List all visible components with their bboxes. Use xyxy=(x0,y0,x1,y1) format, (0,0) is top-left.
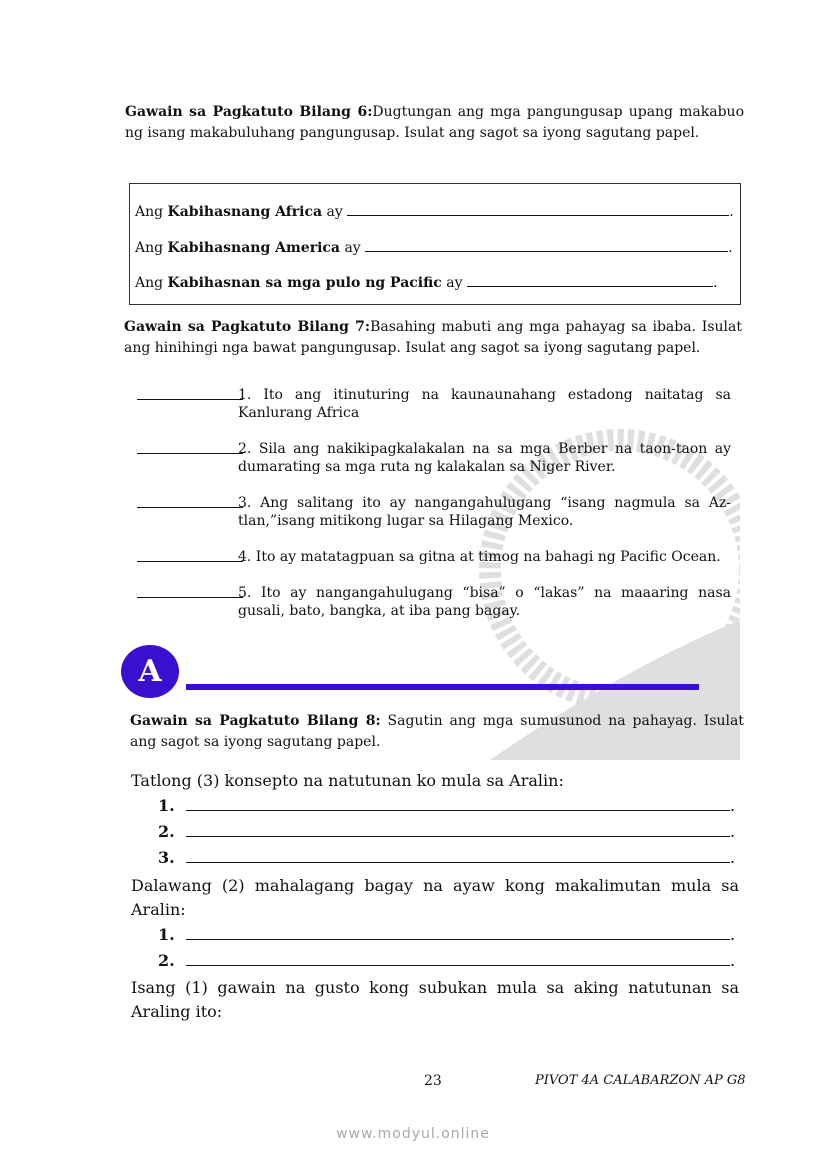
period: . xyxy=(730,796,736,815)
page-number: 23 xyxy=(424,1073,442,1089)
site-watermark: www.modyul.online xyxy=(336,1126,490,1142)
activity-8-text: Sagutin ang mga sumusunod na pahayag. Isulat ang sagot sa iyong sagutang papel. xyxy=(130,713,744,750)
period: . xyxy=(730,848,736,867)
suffix: ay xyxy=(340,240,366,256)
sentence-america xyxy=(135,239,733,256)
section-divider xyxy=(186,684,699,690)
number: 2. xyxy=(158,951,175,970)
suffix: ay xyxy=(441,275,467,291)
activity-6-title: Gawain sa Pagkatuto Bilang 6: xyxy=(125,104,373,120)
number: 1. xyxy=(158,796,175,815)
answer-blank[interactable] xyxy=(347,203,729,216)
section-letter: A xyxy=(138,654,162,689)
prefix: Ang xyxy=(135,240,168,256)
answer-line[interactable] xyxy=(158,796,735,815)
number: 3. xyxy=(158,848,175,867)
list-item xyxy=(137,494,731,530)
period: . xyxy=(730,925,736,944)
list-item xyxy=(137,386,731,422)
list-item xyxy=(137,440,731,476)
answer-blank[interactable] xyxy=(137,386,243,400)
subject: Kabihasnan sa mga pulo ng Pacific xyxy=(167,275,442,291)
period: . xyxy=(712,275,718,291)
number: 2. xyxy=(158,822,175,841)
activity-8-title: Gawain sa Pagkatuto Bilang 8: xyxy=(130,713,381,729)
answer-line[interactable] xyxy=(158,951,735,970)
answer-blank[interactable] xyxy=(137,584,243,598)
sentence-pacific xyxy=(135,274,717,291)
answer-line[interactable] xyxy=(158,925,735,944)
item-text: 4. Ito ay matatagpuan sa gitna at timog na bahagi ng Pacific Ocean. xyxy=(238,549,721,565)
section-a-badge xyxy=(121,645,179,698)
answer-blank[interactable] xyxy=(365,239,728,252)
answer-blank[interactable] xyxy=(137,548,243,562)
question-1: Tatlong (3) konsepto na natutunan ko mula sa Aralin: xyxy=(131,771,564,790)
answer-blank[interactable] xyxy=(137,440,243,454)
period: . xyxy=(730,951,736,970)
activity-6-instructions xyxy=(125,102,744,144)
footer-label: PIVOT 4A CALABARZON AP G8 xyxy=(535,1073,746,1088)
subject: Kabihasnang America xyxy=(167,240,340,256)
activity-6-box xyxy=(129,183,741,305)
suffix: ay xyxy=(322,204,348,220)
activity-6-text: Dugtungan ang mga pangungusap upang makabuo ng isang makabuluhang pangungusap. Isulat ang sagot sa iyong sagutang papel. xyxy=(125,104,744,141)
number: 1. xyxy=(158,925,175,944)
item-text: 5. Ito ay nangangahulugang “bisa” o “lakas” na maaaring nasa gusali, bato, bangka, at iba pang bagay. xyxy=(238,585,731,619)
prefix: Ang xyxy=(135,275,168,291)
list-item xyxy=(137,548,731,566)
answer-line[interactable] xyxy=(158,848,735,867)
item-text: 1. Ito ang itinuturing na kaunaunahang estadong naitatag sa Kanlurang Africa xyxy=(238,387,731,421)
question-3: Isang (1) gawain na gusto kong subukan mula sa aking natutunan sa Araling ito: xyxy=(131,978,739,1021)
activity-8-instructions xyxy=(130,711,744,753)
prefix: Ang xyxy=(135,204,168,220)
period: . xyxy=(729,204,734,220)
subject: Kabihasnang Africa xyxy=(167,204,323,220)
period: . xyxy=(730,822,736,841)
list-item xyxy=(137,584,731,620)
answer-blank[interactable] xyxy=(467,274,713,287)
period: . xyxy=(728,240,733,256)
answer-line[interactable] xyxy=(158,822,735,841)
sentence-africa xyxy=(135,203,734,220)
activity-7-text: Basahing mabuti ang mga pahayag sa ibaba. Isulat ang hinihingi nga bawat pangungusap. Isulat ang sagot sa iyong sagutang papel. xyxy=(124,319,742,356)
question-2: Dalawang (2) mahalagang bagay na ayaw kong makalimutan mula sa Aralin: xyxy=(131,876,739,919)
answer-blank[interactable] xyxy=(137,494,243,508)
activity-7-instructions xyxy=(124,317,742,359)
activity-7-title: Gawain sa Pagkatuto Bilang 7: xyxy=(124,319,371,335)
item-text: 2. Sila ang nakikipagkalakalan na sa mga Berber na taon-taon ay dumarating sa mga ruta ng kalakalan sa Niger River. xyxy=(238,441,731,475)
item-text: 3. Ang salitang ito ay nangangahulugang “isang nagmula sa Az-tlan,”isang mitikong lugar sa Hilagang Mexico. xyxy=(238,495,731,529)
